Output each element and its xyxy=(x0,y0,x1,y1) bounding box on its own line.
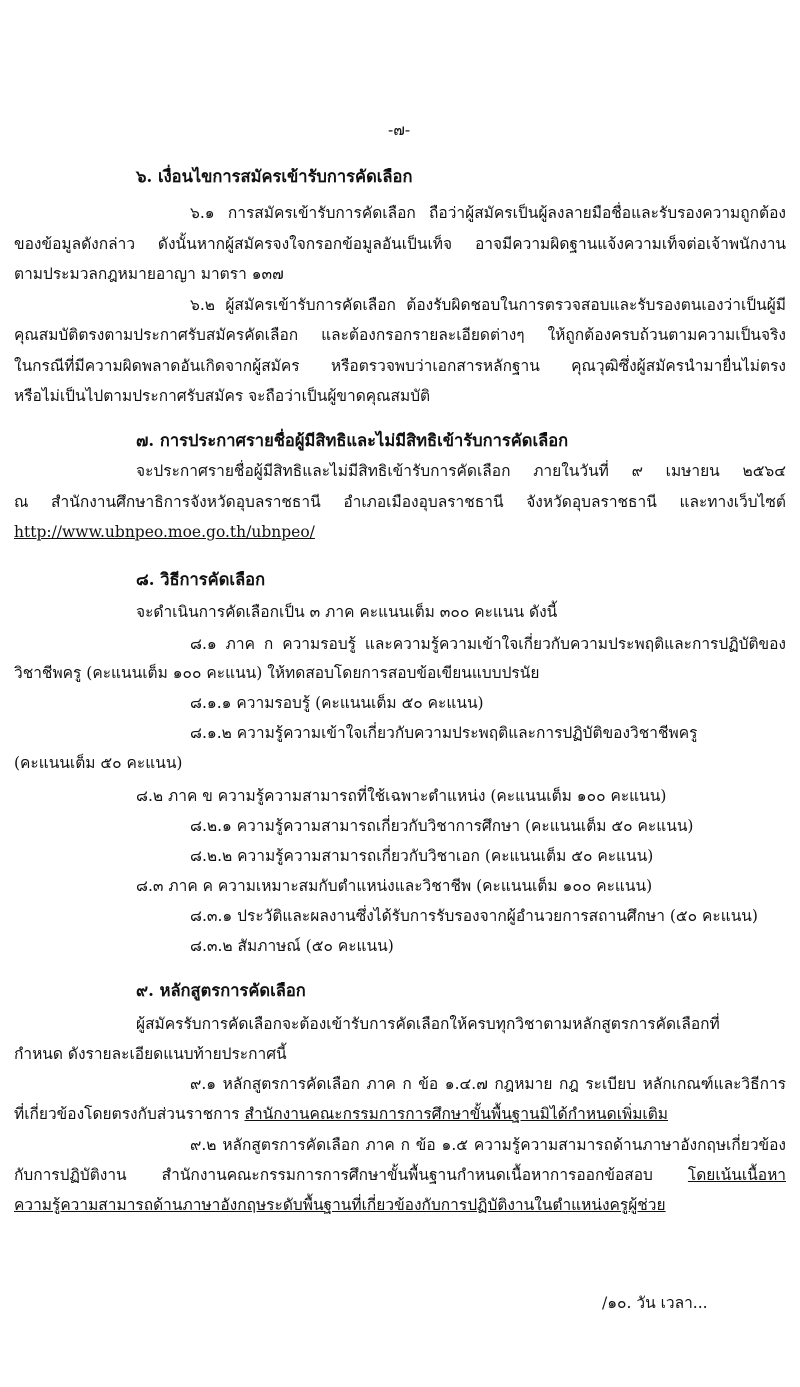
section-8-2: ๘.๒ ภาค ข ความรู้ความสามารถที่ใช้เฉพาะตำแหน่ง (คะแนนเต็ม ๑๐๐ คะแนน) xyxy=(136,787,667,805)
section-8-intro: จะดำเนินการคัดเลือกเป็น ๓ ภาค คะแนนเต็ม ๓๐๐ คะแนน ดังนี้ xyxy=(136,603,558,621)
section-8-2-1: ๘.๒.๑ ความรู้ความสามารถเกี่ยวกับวิชาการศึกษา (คะแนนเต็ม ๕๐ คะแนน) xyxy=(190,817,694,835)
section-9-heading: ๙. หลักสูตรการคัดเลือก xyxy=(136,981,306,1000)
section-9-intro-line-1: ผู้สมัครรับการคัดเลือกจะต้องเข้ารับการคัดเลือกให้ครบทุกวิชาตามหลักสูตรการคัดเลือกที่ xyxy=(136,1015,720,1033)
section-6-2-line-3: ในกรณีที่มีความผิดพลาดอันเกิดจากผู้สมัคร หรือตรวจพบว่าเอกสารหลักฐาน คุณวุฒิซึ่งผู้สมัครนำมายื่นไม่ตรง xyxy=(14,357,786,375)
section-8-3: ๘.๓ ภาค ค ความเหมาะสมกับตำแหน่งและวิชาชีพ (คะแนนเต็ม ๑๐๐ คะแนน) xyxy=(136,877,653,895)
section-7-heading: ๗. การประกาศรายชื่อผู้มีสิทธิและไม่มีสิทธิเข้ารับการคัดเลือก xyxy=(136,431,569,450)
section-8-1-1: ๘.๑.๑ ความรอบรู้ (คะแนนเต็ม ๕๐ คะแนน) xyxy=(190,694,484,712)
page-number: -๗- xyxy=(388,121,411,139)
section-9-1-line-1: ๙.๑ หลักสูตรการคัดเลือก ภาค ก ข้อ ๑.๔.๗ กฎหมาย กฎ ระเบียบ หลักเกณฑ์และวิธีการ xyxy=(190,1075,786,1093)
section-9-2-line-2-text: กับการปฏิบัติงาน สำนักงานคณะกรรมการการศึกษาขั้นพื้นฐานกำหนดเนื้อหาการออกข้อสอบ xyxy=(14,1166,653,1184)
section-6-1-line-2: ของข้อมูลดังกล่าว ดังนั้นหากผู้สมัครจงใจกรอกข้อมูลอันเป็นเท็จ อาจมีความผิดฐานแจ้งความเท็จต่อเจ้าพนักงาน xyxy=(14,235,786,253)
section-9-1-line-2 xyxy=(14,1103,668,1125)
section-9-2-line-1: ๙.๒ หลักสูตรการคัดเลือก ภาค ก ข้อ ๑.๕ ความรู้ความสามารถด้านภาษาอังกฤษเกี่ยวข้อง xyxy=(190,1136,786,1154)
section-9-2-underlined-line: ความรู้ความสามารถด้านภาษาอังกฤษระดับพื้นฐานที่เกี่ยวข้องกับการปฏิบัติงานในตำแหน่งครูผู้ช่วย xyxy=(14,1196,666,1214)
section-9-intro-line-2: กำหนด ดังรายละเอียดแนบท้ายประกาศนี้ xyxy=(14,1045,287,1063)
section-8-1-line-1: ๘.๑ ภาค ก ความรอบรู้ และความรู้ความเข้าใจเกี่ยวกับความประพฤติและการปฏิบัติของ xyxy=(190,635,786,653)
section-9-1-line-2-text: ที่เกี่ยวข้องโดยตรงกับส่วนราชการ xyxy=(14,1105,240,1123)
section-6-1-line-1: ๖.๑ การสมัครเข้ารับการคัดเลือก ถือว่าผู้สมัครเป็นผู้ลงลายมือชื่อและรับรองความถูกต้อง xyxy=(190,204,786,222)
section-6-1-line-3: ตามประมวลกฎหมายอาญา มาตรา ๑๓๗ xyxy=(14,265,284,283)
section-8-heading: ๘. วิธีการคัดเลือก xyxy=(136,570,266,589)
section-7-line-2: ณ สำนักงานศึกษาธิการจังหวัดอุบลราชธานี อำเภอเมืองอุบลราชธานี จังหวัดอุบลราชธานี และทางเว็บไซต์ xyxy=(14,493,786,511)
section-6-heading: ๖. เงื่อนไขการสมัครเข้ารับการคัดเลือก xyxy=(136,167,413,186)
section-6-2-line-2: คุณสมบัติตรงตามประกาศรับสมัครคัดเลือก และต้องกรอกรายละเอียดต่างๆ ให้ถูกต้องครบถ้วนตามความเป็นจริง xyxy=(14,326,786,344)
section-8-2-2: ๘.๒.๒ ความรู้ความสามารถเกี่ยวกับวิชาเอก (คะแนนเต็ม ๕๐ คะแนน) xyxy=(190,847,654,865)
website-link[interactable]: http://www.ubnpeo.moe.go.th/ubnpeo/ xyxy=(14,523,315,541)
section-7-line-1: จะประกาศรายชื่อผู้มีสิทธิและไม่มีสิทธิเข้ารับการคัดเลือก ภายในวันที่ ๙ เมษายน ๒๕๖๔ xyxy=(136,462,786,480)
section-8-3-2: ๘.๓.๒ สัมภาษณ์ (๕๐ คะแนน) xyxy=(190,937,394,955)
section-8-1-2-line-2: (คะแนนเต็ม ๕๐ คะแนน) xyxy=(14,754,183,772)
continuation-marker: /๑๐. วัน เวลา... xyxy=(602,1294,708,1312)
section-8-1-2-line-1: ๘.๑.๒ ความรู้ความเข้าใจเกี่ยวกับความประพฤติและการปฏิบัติของวิชาชีพครู xyxy=(190,724,698,742)
section-9-2-line-2 xyxy=(14,1164,786,1186)
section-8-1-line-2: วิชาชีพครู (คะแนนเต็ม ๑๐๐ คะแนน) ให้ทดสอบโดยการสอบข้อเขียนแบบปรนัย xyxy=(14,664,540,682)
section-8-3-1: ๘.๓.๑ ประวัติและผลงานซึ่งได้รับการรับรองจากผู้อำนวยการสถานศึกษา (๕๐ คะแนน) xyxy=(190,907,758,925)
section-9-2-underlined-start: โดยเน้นเนื้อหา xyxy=(687,1166,786,1184)
section-6-2-line-4: หรือไม่เป็นไปตามประกาศรับสมัคร จะถือว่าเป็นผู้ขาดคุณสมบัติ xyxy=(14,387,431,405)
section-9-1-underlined-note: สำนักงานคณะกรรมการการศึกษาขั้นพื้นฐานมิได้กำหนดเพิ่มเติม xyxy=(244,1105,669,1123)
section-6-2-line-1: ๖.๒ ผู้สมัครเข้ารับการคัดเลือก ต้องรับผิดชอบในการตรวจสอบและรับรองตนเองว่าเป็นผู้มี xyxy=(190,296,786,314)
